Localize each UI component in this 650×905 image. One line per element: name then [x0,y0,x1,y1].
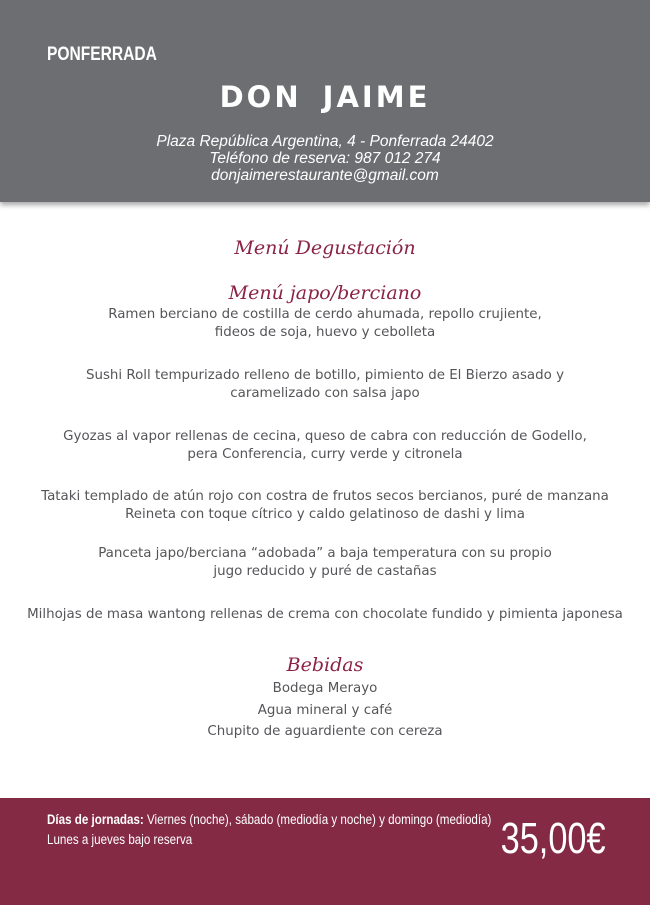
phone: Teléfono de reserva: 987 012 274 [209,150,441,167]
menu-title: Menú Degustación [234,237,416,259]
dish-item [0,306,650,342]
dish-line: Panceta japo/berciana “adobada” a baja temperatura con su propio [98,546,552,561]
dish-line: Sushi Roll tempurizado relleno de botillo, pimiento de El Bierzo asado y [85,368,565,383]
schedule-text: Viernes (noche), sábado (mediodía y noche) y domingo (mediodía) [143,812,492,827]
drink-item: Agua mineral y café [257,703,393,718]
dish-line: Ramen berciano de costilla de cerdo ahumada, repollo crujiente, [108,307,542,322]
dish-line: fideos de soja, huevo y cebolleta [214,325,436,340]
header-banner [0,0,650,202]
dish-line: Reineta con toque cítrico y caldo gelatinoso de dashi y lima [125,507,525,522]
drinks-title: Bebidas [286,654,364,676]
reservation-note: Lunes a jueves bajo reserva [47,832,193,847]
menu-price: 35,00€ [501,814,606,863]
dish-line: jugo reducido y puré de castañas [213,564,437,579]
menu-subtitle: Menú japo/berciano [228,282,422,304]
dish-line: caramelizado con salsa japo [230,386,420,401]
dish-line: pera Conferencia, curry verde y citronela [187,447,463,462]
address: Plaza República Argentina, 4 - Ponferrada 24402 [156,133,494,150]
dish-item [0,488,650,524]
dish-line: Gyozas al vapor rellenas de cecina, queso de cabra con reducción de Godello, [63,429,587,444]
footer-banner [0,798,650,905]
dish-item [0,428,650,464]
schedule-label: Días de jornadas: [47,812,144,827]
dish-item [0,545,650,581]
drink-item: Bodega Merayo [272,681,378,696]
restaurant-name: DON JAIME [219,80,431,114]
dish-line: Milhojas de masa wantong rellenas de crema con chocolate fundido y pimienta japonesa [27,607,623,622]
dish-line: Tataki templado de atún rojo con costra de frutos secos bercianos, puré de manzana [41,489,609,504]
drink-item: Chupito de aguardiente con cereza [207,724,443,739]
dish-item [0,367,650,403]
city-label: PONFERRADA [47,44,157,65]
dish-item [0,606,650,624]
email: donjaimerestaurante@gmail.com [211,167,439,184]
schedule-line [47,812,491,827]
